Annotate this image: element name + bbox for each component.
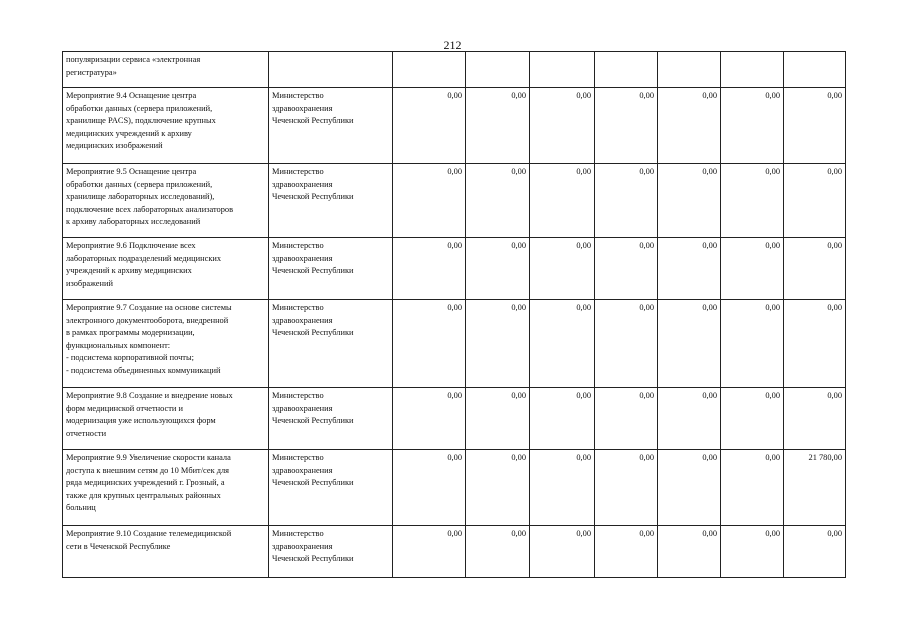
value-cell: 0,00 xyxy=(658,450,721,526)
value-cell: 0,00 xyxy=(784,88,846,164)
executor: Министерство здравоохранения Чеченской Республики xyxy=(269,164,393,238)
value-cell: 0,00 xyxy=(393,526,466,578)
value-cell: 0,00 xyxy=(721,164,784,238)
activity-name: Мероприятие 9.9 Увеличение скорости канала доступа к внешним сетям до 10 Мбит/сек для ряда медицинских учреждений г. Грозный, а также для крупных центральных районных больниц xyxy=(63,450,269,526)
value-cell: 0,00 xyxy=(784,300,846,388)
value-cell: 0,00 xyxy=(721,88,784,164)
value-cell: 0,00 xyxy=(530,164,595,238)
value-cell: 0,00 xyxy=(466,300,530,388)
value-cell: 0,00 xyxy=(530,450,595,526)
executor: Министерство здравоохранения Чеченской Республики xyxy=(269,526,393,578)
value-cell xyxy=(466,52,530,88)
value-cell: 0,00 xyxy=(466,88,530,164)
value-cell: 0,00 xyxy=(393,88,466,164)
value-cell: 0,00 xyxy=(658,88,721,164)
value-cell xyxy=(658,52,721,88)
value-cell: 0,00 xyxy=(595,300,658,388)
value-cell: 21 780,00 xyxy=(784,450,846,526)
activity-name: Мероприятие 9.7 Создание на основе системы электронного документооборота, внедренной в рамках программы модернизации, функциональных компонент: - подсистема корпоративной почты; - подсистема объединенных коммуникаций xyxy=(63,300,269,388)
value-cell: 0,00 xyxy=(530,388,595,450)
value-cell: 0,00 xyxy=(530,526,595,578)
value-cell: 0,00 xyxy=(721,526,784,578)
value-cell: 0,00 xyxy=(721,238,784,300)
value-cell: 0,00 xyxy=(658,388,721,450)
table-row xyxy=(63,52,846,88)
value-cell: 0,00 xyxy=(595,388,658,450)
executor: Министерство здравоохранения Чеченской Республики xyxy=(269,88,393,164)
value-cell: 0,00 xyxy=(721,300,784,388)
value-cell: 0,00 xyxy=(393,164,466,238)
value-cell: 0,00 xyxy=(658,300,721,388)
table-row xyxy=(63,450,846,526)
executor xyxy=(269,52,393,88)
table-row xyxy=(63,526,846,578)
budget-table xyxy=(62,51,846,578)
activity-name: Мероприятие 9.8 Создание и внедрение новых форм медицинской отчетности и модернизация уже использующихся форм отчетности xyxy=(63,388,269,450)
activity-name: Мероприятие 9.10 Создание телемедицинской сети в Чеченской Республике xyxy=(63,526,269,578)
value-cell: 0,00 xyxy=(466,450,530,526)
page-number: 212 xyxy=(443,38,462,52)
activity-name: популяризации сервиса «электронная регистратура» xyxy=(63,52,269,88)
value-cell: 0,00 xyxy=(466,388,530,450)
value-cell: 0,00 xyxy=(784,164,846,238)
value-cell: 0,00 xyxy=(466,238,530,300)
value-cell xyxy=(393,52,466,88)
value-cell: 0,00 xyxy=(784,238,846,300)
value-cell: 0,00 xyxy=(466,164,530,238)
executor: Министерство здравоохранения Чеченской Республики xyxy=(269,450,393,526)
value-cell xyxy=(721,52,784,88)
table-row xyxy=(63,88,846,164)
activity-name: Мероприятие 9.4 Оснащение центра обработки данных (сервера приложений, хранилище PACS), подключение крупных медицинских учреждений к архиву медицинских изображений xyxy=(63,88,269,164)
value-cell xyxy=(530,52,595,88)
table-row xyxy=(63,238,846,300)
executor: Министерство здравоохранения Чеченской Республики xyxy=(269,238,393,300)
value-cell: 0,00 xyxy=(658,526,721,578)
value-cell: 0,00 xyxy=(530,300,595,388)
value-cell: 0,00 xyxy=(595,164,658,238)
executor: Министерство здравоохранения Чеченской Республики xyxy=(269,388,393,450)
table-row xyxy=(63,164,846,238)
value-cell: 0,00 xyxy=(658,164,721,238)
value-cell: 0,00 xyxy=(721,450,784,526)
value-cell: 0,00 xyxy=(595,526,658,578)
value-cell: 0,00 xyxy=(784,388,846,450)
value-cell: 0,00 xyxy=(595,450,658,526)
value-cell: 0,00 xyxy=(466,526,530,578)
table-row xyxy=(63,388,846,450)
value-cell: 0,00 xyxy=(530,238,595,300)
executor: Министерство здравоохранения Чеченской Республики xyxy=(269,300,393,388)
value-cell: 0,00 xyxy=(658,238,721,300)
value-cell: 0,00 xyxy=(530,88,595,164)
activity-name: Мероприятие 9.5 Оснащение центра обработки данных (сервера приложений, хранилище лабораторных исследований), подключение всех лабораторных анализаторов к архиву лабораторных исследований xyxy=(63,164,269,238)
value-cell xyxy=(784,52,846,88)
value-cell: 0,00 xyxy=(393,238,466,300)
value-cell: 0,00 xyxy=(595,88,658,164)
value-cell: 0,00 xyxy=(595,238,658,300)
value-cell: 0,00 xyxy=(393,388,466,450)
value-cell: 0,00 xyxy=(393,300,466,388)
value-cell xyxy=(595,52,658,88)
value-cell: 0,00 xyxy=(784,526,846,578)
activity-name: Мероприятие 9.6 Подключение всех лабораторных подразделений медицинских учреждений к архиву медицинских изображений xyxy=(63,238,269,300)
value-cell: 0,00 xyxy=(721,388,784,450)
value-cell: 0,00 xyxy=(393,450,466,526)
table-row xyxy=(63,300,846,388)
